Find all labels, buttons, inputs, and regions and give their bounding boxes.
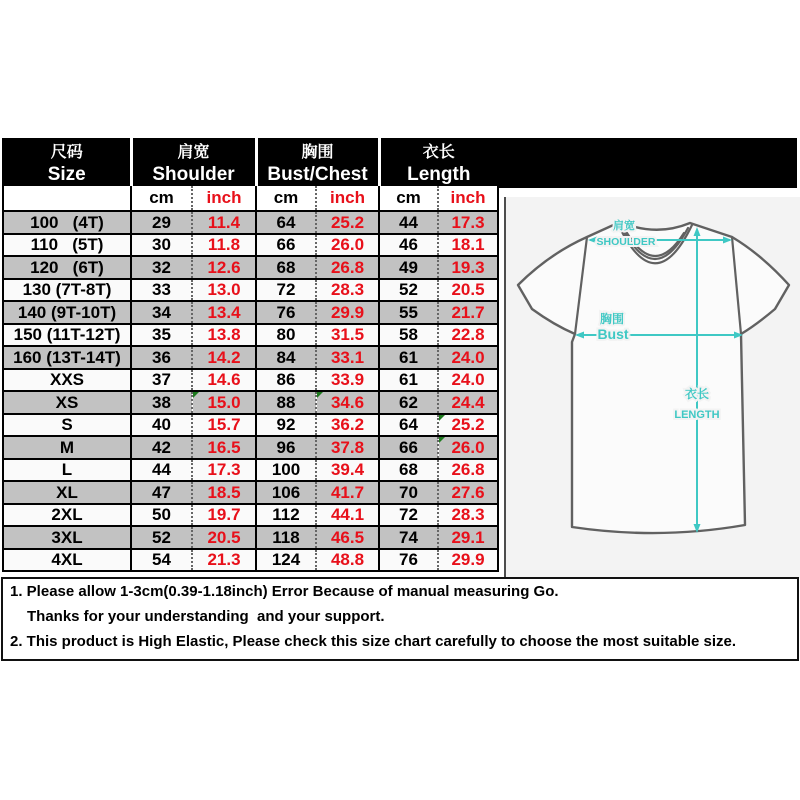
inch-value-cell: 13.8 bbox=[192, 324, 256, 347]
size-table-body bbox=[3, 211, 498, 571]
inch-value-cell: 25.2 bbox=[438, 414, 498, 437]
table-row bbox=[3, 459, 498, 482]
excel-error-corner bbox=[193, 392, 199, 398]
table-row bbox=[3, 256, 498, 279]
shirt-svg bbox=[506, 197, 800, 578]
size-cell: M bbox=[3, 436, 131, 459]
cm-value-cell: 30 bbox=[131, 234, 192, 257]
size-cell: 150 (11T-12T) bbox=[3, 324, 131, 347]
inch-value-cell: 18.5 bbox=[192, 481, 256, 504]
col-header-bust-zh: 胸围 bbox=[301, 143, 334, 161]
inch-value-cell: 26.8 bbox=[316, 256, 379, 279]
col-header-size-zh: 尺码 bbox=[50, 143, 83, 161]
note-line-2: Thanks for your understanding and your support. bbox=[27, 608, 385, 625]
inch-value-cell: 24.0 bbox=[438, 369, 498, 392]
cm-value-cell: 40 bbox=[131, 414, 192, 437]
cm-value-cell: 46 bbox=[379, 234, 438, 257]
inch-value-cell: 37.8 bbox=[316, 436, 379, 459]
size-cell: 4XL bbox=[3, 549, 131, 572]
inch-value-cell: 21.7 bbox=[438, 301, 498, 324]
table-row bbox=[3, 234, 498, 257]
size-cell: 140 (9T-10T) bbox=[3, 301, 131, 324]
cm-value-cell: 58 bbox=[379, 324, 438, 347]
shoulder-label-zh: 肩宽 bbox=[613, 220, 635, 232]
inch-value-cell: 48.8 bbox=[316, 549, 379, 572]
col-header-length-zh: 衣长 bbox=[422, 143, 455, 161]
diagonal-cell bbox=[3, 186, 131, 211]
size-cell: XL bbox=[3, 481, 131, 504]
size-cell: 110 (5T) bbox=[3, 234, 131, 257]
cm-value-cell: 84 bbox=[256, 346, 316, 369]
col-header-bust bbox=[256, 139, 379, 186]
cm-value-cell: 54 bbox=[131, 549, 192, 572]
inch-value-cell: 24.4 bbox=[438, 391, 498, 414]
table-row bbox=[3, 481, 498, 504]
col-header-bust-en: Bust/Chest bbox=[267, 163, 368, 185]
cm-value-cell: 42 bbox=[131, 436, 192, 459]
inch-value-cell: 33.1 bbox=[316, 346, 379, 369]
inch-value-cell: 46.5 bbox=[316, 526, 379, 549]
inch-value-cell: 28.3 bbox=[316, 279, 379, 302]
table-row bbox=[3, 526, 498, 549]
note-line-3: 2. This product is High Elastic, Please check this size chart carefully to choose the most suitable size. bbox=[10, 633, 737, 650]
inch-value-cell: 41.7 bbox=[316, 481, 379, 504]
col-header-shoulder-zh: 肩宽 bbox=[177, 143, 210, 161]
cm-value-cell: 61 bbox=[379, 346, 438, 369]
inch-value-cell: 44.1 bbox=[316, 504, 379, 527]
cm-value-cell: 76 bbox=[256, 301, 316, 324]
col-header-size bbox=[3, 139, 131, 186]
inch-value-cell: 18.1 bbox=[438, 234, 498, 257]
inch-value-cell: 17.3 bbox=[438, 211, 498, 234]
inch-value-cell: 15.7 bbox=[192, 414, 256, 437]
length-label-zh: 衣长 bbox=[684, 387, 710, 401]
inch-value-cell: 28.3 bbox=[438, 504, 498, 527]
units-row bbox=[3, 186, 498, 211]
bust-label-en: Bust bbox=[597, 326, 629, 342]
notes-box bbox=[1, 577, 799, 661]
cm-value-cell: 33 bbox=[131, 279, 192, 302]
inch-value-cell: 24.0 bbox=[438, 346, 498, 369]
cm-value-cell: 80 bbox=[256, 324, 316, 347]
inch-value-cell: 13.0 bbox=[192, 279, 256, 302]
cm-value-cell: 38 bbox=[131, 391, 192, 414]
cm-value-cell: 36 bbox=[131, 346, 192, 369]
cm-value-cell: 88 bbox=[256, 391, 316, 414]
cm-value-cell: 118 bbox=[256, 526, 316, 549]
size-cell: 130 (7T-8T) bbox=[3, 279, 131, 302]
cm-value-cell: 92 bbox=[256, 414, 316, 437]
col-header-length-en: Length bbox=[407, 163, 471, 185]
shoulder-label-en: SHOULDER bbox=[596, 236, 656, 248]
inch-value-cell: 14.2 bbox=[192, 346, 256, 369]
inch-value-cell: 19.3 bbox=[438, 256, 498, 279]
size-cell: 100 (4T) bbox=[3, 211, 131, 234]
cm-value-cell: 68 bbox=[379, 459, 438, 482]
cm-value-cell: 47 bbox=[131, 481, 192, 504]
size-cell: 120 (6T) bbox=[3, 256, 131, 279]
table-row bbox=[3, 301, 498, 324]
size-cell: 160 (13T-14T) bbox=[3, 346, 131, 369]
inch-value-cell: 20.5 bbox=[192, 526, 256, 549]
table-row bbox=[3, 504, 498, 527]
cm-value-cell: 72 bbox=[379, 504, 438, 527]
table-row bbox=[3, 211, 498, 234]
inch-value-cell: 12.6 bbox=[192, 256, 256, 279]
inch-value-cell: 17.3 bbox=[192, 459, 256, 482]
unit-cm-length: cm bbox=[379, 186, 438, 211]
size-chart-table bbox=[2, 138, 499, 572]
inch-value-cell: 16.5 bbox=[192, 436, 256, 459]
excel-error-corner bbox=[439, 437, 445, 443]
unit-inch-shoulder: inch bbox=[192, 186, 256, 211]
size-cell: 3XL bbox=[3, 526, 131, 549]
cm-value-cell: 37 bbox=[131, 369, 192, 392]
inch-value-cell: 11.4 bbox=[192, 211, 256, 234]
inch-value-cell: 21.3 bbox=[192, 549, 256, 572]
inch-value-cell: 15.0 bbox=[192, 391, 256, 414]
inch-value-cell: 27.6 bbox=[438, 481, 498, 504]
cm-value-cell: 106 bbox=[256, 481, 316, 504]
inch-value-cell: 34.6 bbox=[316, 391, 379, 414]
cm-value-cell: 49 bbox=[379, 256, 438, 279]
inch-value-cell: 20.5 bbox=[438, 279, 498, 302]
length-label-en: LENGTH bbox=[674, 409, 720, 421]
excel-error-corner bbox=[439, 415, 445, 421]
cm-value-cell: 44 bbox=[131, 459, 192, 482]
cm-value-cell: 72 bbox=[256, 279, 316, 302]
tshirt-outline bbox=[518, 222, 789, 533]
col-header-size-en: Size bbox=[47, 163, 86, 185]
cm-value-cell: 64 bbox=[379, 414, 438, 437]
cm-value-cell: 70 bbox=[379, 481, 438, 504]
inch-value-cell: 36.2 bbox=[316, 414, 379, 437]
inch-value-cell: 33.9 bbox=[316, 369, 379, 392]
table-row bbox=[3, 346, 498, 369]
inch-value-cell: 29.9 bbox=[438, 549, 498, 572]
cm-value-cell: 62 bbox=[379, 391, 438, 414]
inch-value-cell: 22.8 bbox=[438, 324, 498, 347]
note-line-1: 1. Please allow 1-3cm(0.39-1.18inch) Error Because of manual measuring Go. bbox=[10, 583, 559, 600]
cm-value-cell: 124 bbox=[256, 549, 316, 572]
size-cell: 2XL bbox=[3, 504, 131, 527]
size-cell: L bbox=[3, 459, 131, 482]
inch-value-cell: 13.4 bbox=[192, 301, 256, 324]
shirt-diagram bbox=[504, 197, 800, 578]
inch-value-cell: 39.4 bbox=[316, 459, 379, 482]
unit-inch-bust: inch bbox=[316, 186, 379, 211]
size-cell: XXS bbox=[3, 369, 131, 392]
cm-value-cell: 66 bbox=[379, 436, 438, 459]
header-row bbox=[3, 139, 498, 186]
cm-value-cell: 44 bbox=[379, 211, 438, 234]
cm-value-cell: 35 bbox=[131, 324, 192, 347]
inch-value-cell: 11.8 bbox=[192, 234, 256, 257]
table-row bbox=[3, 279, 498, 302]
table-row bbox=[3, 436, 498, 459]
unit-cm-shoulder: cm bbox=[131, 186, 192, 211]
cm-value-cell: 100 bbox=[256, 459, 316, 482]
col-header-length bbox=[379, 139, 498, 186]
inch-value-cell: 29.1 bbox=[438, 526, 498, 549]
inch-value-cell: 26.0 bbox=[438, 436, 498, 459]
inch-value-cell: 14.6 bbox=[192, 369, 256, 392]
table-row bbox=[3, 549, 498, 572]
size-cell: XS bbox=[3, 391, 131, 414]
inch-value-cell: 26.8 bbox=[438, 459, 498, 482]
cm-value-cell: 29 bbox=[131, 211, 192, 234]
col-header-shoulder-en: Shoulder bbox=[152, 163, 235, 185]
cm-value-cell: 68 bbox=[256, 256, 316, 279]
cm-value-cell: 64 bbox=[256, 211, 316, 234]
table-row bbox=[3, 414, 498, 437]
excel-error-corner bbox=[317, 392, 323, 398]
cm-value-cell: 52 bbox=[379, 279, 438, 302]
cm-value-cell: 61 bbox=[379, 369, 438, 392]
size-cell: S bbox=[3, 414, 131, 437]
cm-value-cell: 76 bbox=[379, 549, 438, 572]
cm-value-cell: 66 bbox=[256, 234, 316, 257]
table-row bbox=[3, 391, 498, 414]
unit-inch-length: inch bbox=[438, 186, 498, 211]
inch-value-cell: 19.7 bbox=[192, 504, 256, 527]
inch-value-cell: 26.0 bbox=[316, 234, 379, 257]
inch-value-cell: 25.2 bbox=[316, 211, 379, 234]
col-header-shoulder bbox=[131, 139, 256, 186]
cm-value-cell: 112 bbox=[256, 504, 316, 527]
inch-value-cell: 31.5 bbox=[316, 324, 379, 347]
cm-value-cell: 50 bbox=[131, 504, 192, 527]
cm-value-cell: 34 bbox=[131, 301, 192, 324]
cm-value-cell: 74 bbox=[379, 526, 438, 549]
cm-value-cell: 86 bbox=[256, 369, 316, 392]
unit-cm-bust: cm bbox=[256, 186, 316, 211]
table-row bbox=[3, 324, 498, 347]
cm-value-cell: 52 bbox=[131, 526, 192, 549]
table-row bbox=[3, 369, 498, 392]
cm-value-cell: 55 bbox=[379, 301, 438, 324]
inch-value-cell: 29.9 bbox=[316, 301, 379, 324]
cm-value-cell: 96 bbox=[256, 436, 316, 459]
bust-label-zh: 胸围 bbox=[599, 312, 625, 326]
cm-value-cell: 32 bbox=[131, 256, 192, 279]
